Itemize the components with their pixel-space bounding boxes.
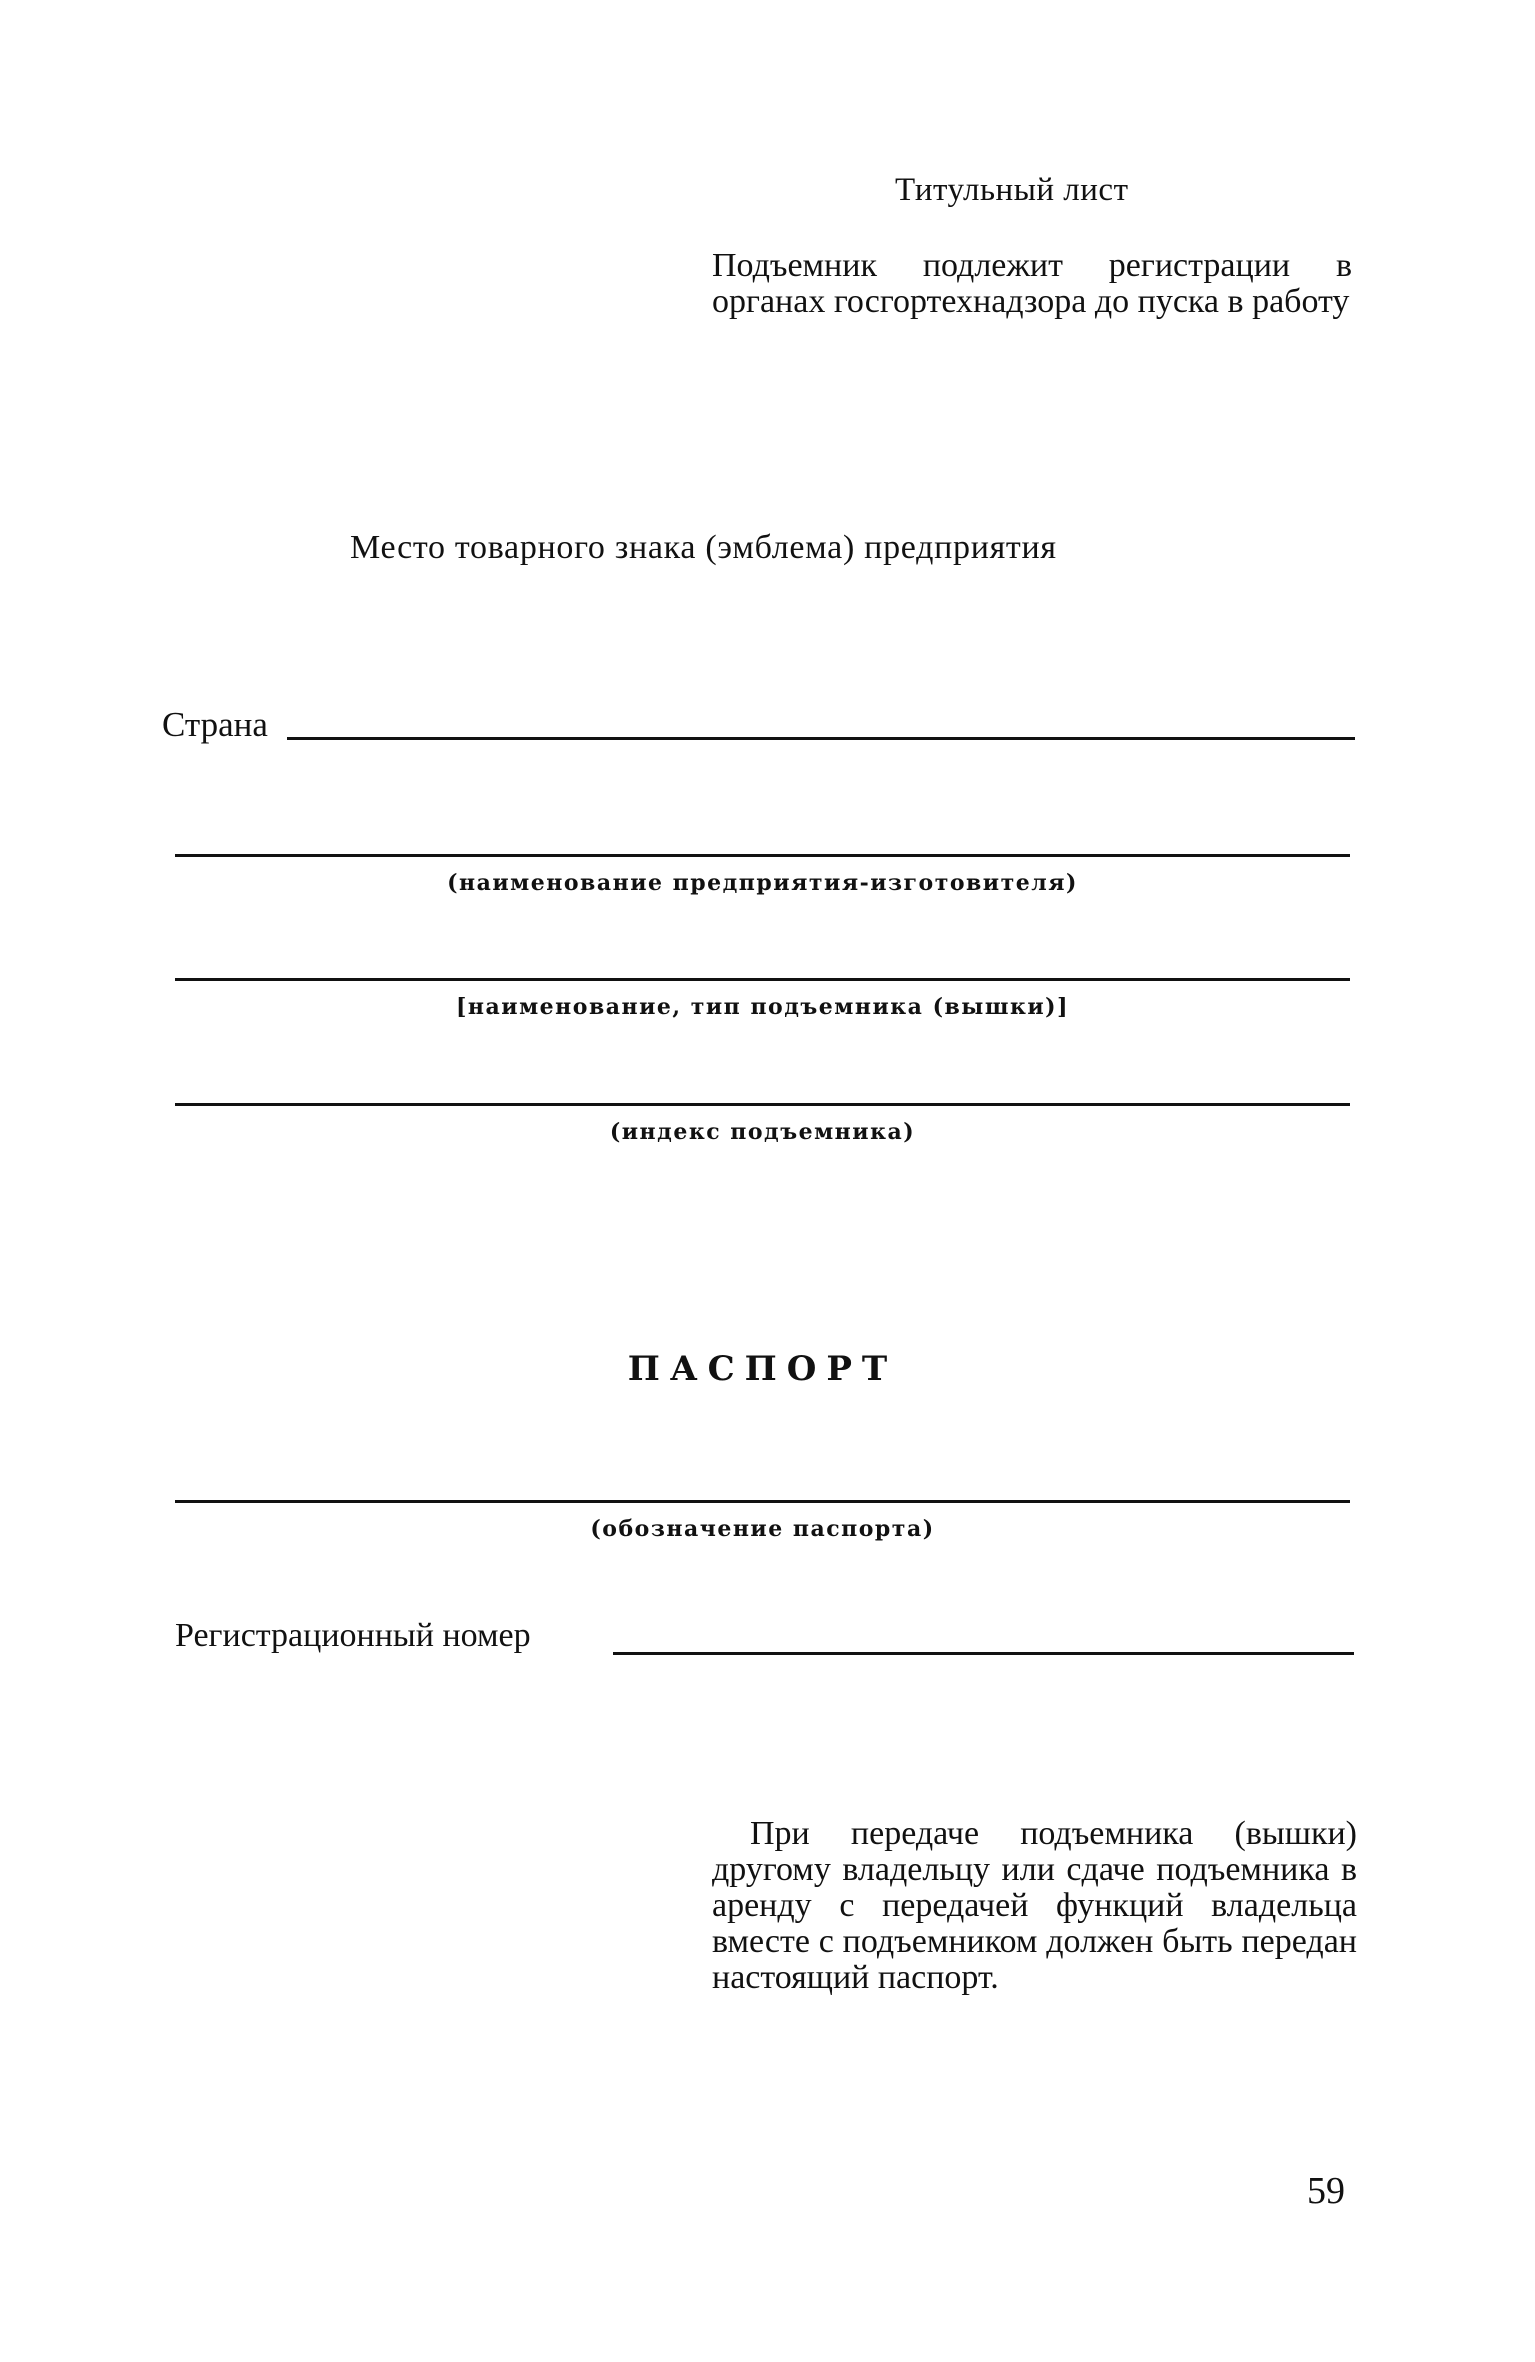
lift-index-caption: (индекс подъемника) [609, 1119, 916, 1145]
passport-designation-caption: (обозначение паспорта) [590, 1516, 935, 1542]
page-number: 59 [1307, 2170, 1345, 2212]
passport-designation-input-line[interactable] [175, 1500, 1350, 1503]
manufacturer-input-line[interactable] [175, 854, 1350, 857]
sheet-title: Титульный лист [895, 172, 1129, 208]
country-label: Страна [162, 705, 268, 744]
registration-number-label: Регистрационный номер [175, 1617, 531, 1654]
lift-type-input-line[interactable] [175, 978, 1350, 981]
transfer-note: При передаче подъемника (вышки) другому владельцу или сдаче подъемника в аренду с передачей функций владельца вместе с подъемником должен быть передан настоящий паспорт. [712, 1815, 1357, 1996]
manufacturer-caption: (наименование предприятия-изготовителя) [447, 870, 1078, 896]
country-input-line[interactable] [287, 737, 1355, 740]
lift-index-input-line[interactable] [175, 1103, 1350, 1106]
registration-number-input-line[interactable] [613, 1652, 1354, 1655]
registration-requirement-note: Подъемник подлежит регистрации в органах госгортехнадзора до пуска в работу [712, 247, 1352, 320]
lift-type-caption: [наименование, тип подъемника (вышки)] [455, 994, 1069, 1020]
passport-title: ПАСПОРТ [627, 1349, 898, 1389]
emblem-placeholder: Место товарного знака (эмблема) предприятия [350, 529, 1057, 566]
